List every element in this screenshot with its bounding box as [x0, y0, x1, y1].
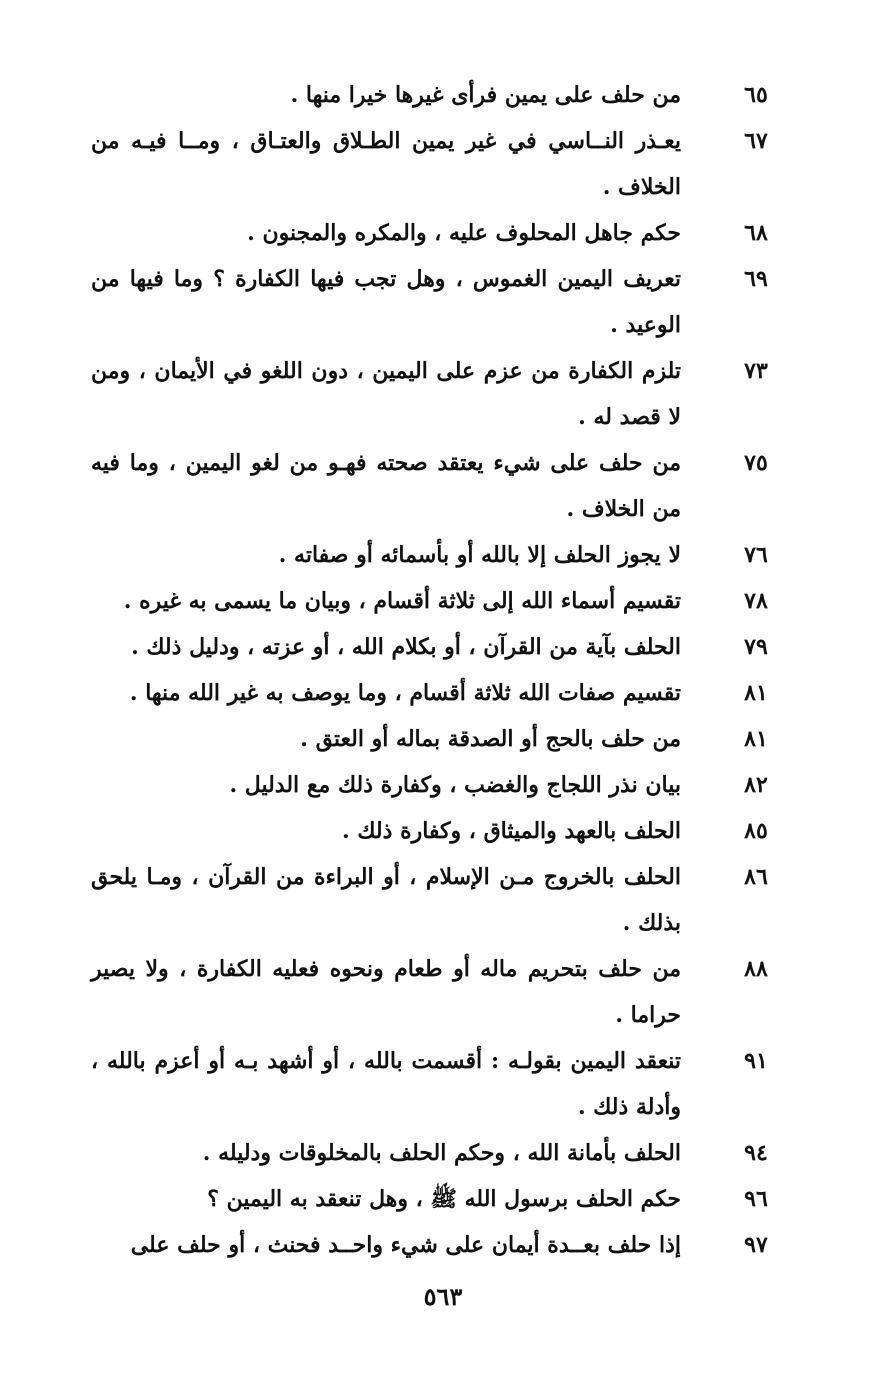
- entry-title: تنعقد اليمين بقولـه : أقسمت بالله ، أو أشهد بـه أو أعزم بالله ، وأدلة ذلك .: [91, 1048, 681, 1120]
- toc-entry: [91, 716, 771, 762]
- entry-title: تقسيم صفات الله ثلاثة أقسام ، وما يوصف به غير الله منها .: [129, 680, 681, 706]
- entry-page-number: ٧٦: [744, 542, 768, 568]
- entry-title: حكم الحلف برسول الله ﷺ ، وهل تنعقد به اليمين ؟: [207, 1186, 681, 1212]
- entry-title: يعـذر النــاسي في غير يمين الطـلاق والعتـاق ، ومــا فيـه من الخلاف .: [91, 128, 681, 200]
- entry-title: تلزم الكفارة من عزم على اليمين ، دون اللغو في الأيمان ، ومن لا قصد له .: [91, 358, 681, 430]
- entry-title: من حلف على يمين فرأى غيرها خيرا منها .: [290, 82, 681, 108]
- entry-title: الحلف بآية من القرآن ، أو بكلام الله ، أو عزته ، ودليل ذلك .: [131, 634, 681, 660]
- entry-page-number: ٦٥: [744, 82, 768, 108]
- toc-entry: [91, 118, 771, 210]
- entry-title: تقسيم أسماء الله إلى ثلاثة أقسام ، وبيان ما يسمى به غيره .: [123, 588, 681, 614]
- entry-title: الحلف بأمانة الله ، وحكم الحلف بالمخلوقات ودليله .: [202, 1140, 681, 1166]
- toc-entry: [91, 1222, 771, 1268]
- toc-entry: [91, 440, 771, 532]
- toc-entry: [91, 578, 771, 624]
- entry-page-number: ٦٨: [744, 220, 768, 246]
- entry-page-number: ٦٩: [744, 266, 768, 292]
- entry-page-number: ٩٧: [744, 1232, 768, 1258]
- table-of-contents: [91, 72, 771, 1268]
- entry-page-number: ٩٦: [744, 1186, 768, 1212]
- entry-title: من حلف بتحريم ماله أو طعام ونحوه فعليه الكفارة ، ولا يصير حراما .: [91, 956, 681, 1028]
- entry-title: إذا حلف بعــدة أيمان على شيء واحــد فحنث ، أو حلف على: [130, 1232, 681, 1258]
- toc-entry: [91, 670, 771, 716]
- entry-page-number: ٧٥: [744, 450, 768, 476]
- toc-entry: [91, 210, 771, 256]
- toc-entry: [91, 762, 771, 808]
- entry-title: بيان نذر اللجاج والغضب ، وكفارة ذلك مع الدليل .: [229, 772, 681, 798]
- entry-title: تعريف اليمين الغموس ، وهل تجب فيها الكفارة ؟ وما فيها من الوعيد .: [91, 266, 681, 338]
- toc-entry: [91, 1038, 771, 1130]
- toc-entry: [91, 348, 771, 440]
- toc-entry: [91, 1130, 771, 1176]
- entry-page-number: ٩٤: [744, 1140, 768, 1166]
- entry-title: الحلف بالعهد والميثاق ، وكفارة ذلك .: [342, 818, 681, 844]
- toc-entry: [91, 808, 771, 854]
- toc-entry: [91, 946, 771, 1038]
- toc-entry: [91, 854, 771, 946]
- entry-page-number: ٨٥: [744, 818, 768, 844]
- entry-page-number: ٧٣: [744, 358, 768, 384]
- toc-entry: [91, 1176, 771, 1222]
- entry-page-number: ٧٨: [744, 588, 768, 614]
- entry-title: حكم جاهل المحلوف عليه ، والمكره والمجنون .: [247, 220, 681, 246]
- entry-page-number: ٨٢: [744, 772, 768, 798]
- toc-entry: [91, 624, 771, 670]
- entry-title: الحلف بالخروج مـن الإسلام ، أو البراءة من القرآن ، ومـا يلحق بذلك .: [91, 864, 681, 936]
- entry-page-number: ٧٩: [744, 634, 768, 660]
- entry-title: من حلف على شيء يعتقد صحته فهـو من لغو اليمين ، وما فيه من الخلاف .: [91, 450, 681, 522]
- toc-entry: [91, 256, 771, 348]
- toc-entry: [91, 72, 771, 118]
- entry-title: من حلف بالحج أو الصدقة بماله أو العتق .: [300, 726, 681, 752]
- entry-page-number: ٩١: [744, 1048, 768, 1074]
- entry-page-number: ٨٦: [744, 864, 768, 890]
- entry-page-number: ٨١: [744, 726, 768, 752]
- entry-page-number: ٨١: [744, 680, 768, 706]
- page-number: ٥٦٣: [423, 1282, 463, 1311]
- entry-title: لا يجوز الحلف إلا بالله أو بأسمائه أو صفاته .: [278, 542, 681, 568]
- toc-entry: [91, 532, 771, 578]
- entry-page-number: ٦٧: [744, 128, 768, 154]
- entry-page-number: ٨٨: [744, 956, 768, 982]
